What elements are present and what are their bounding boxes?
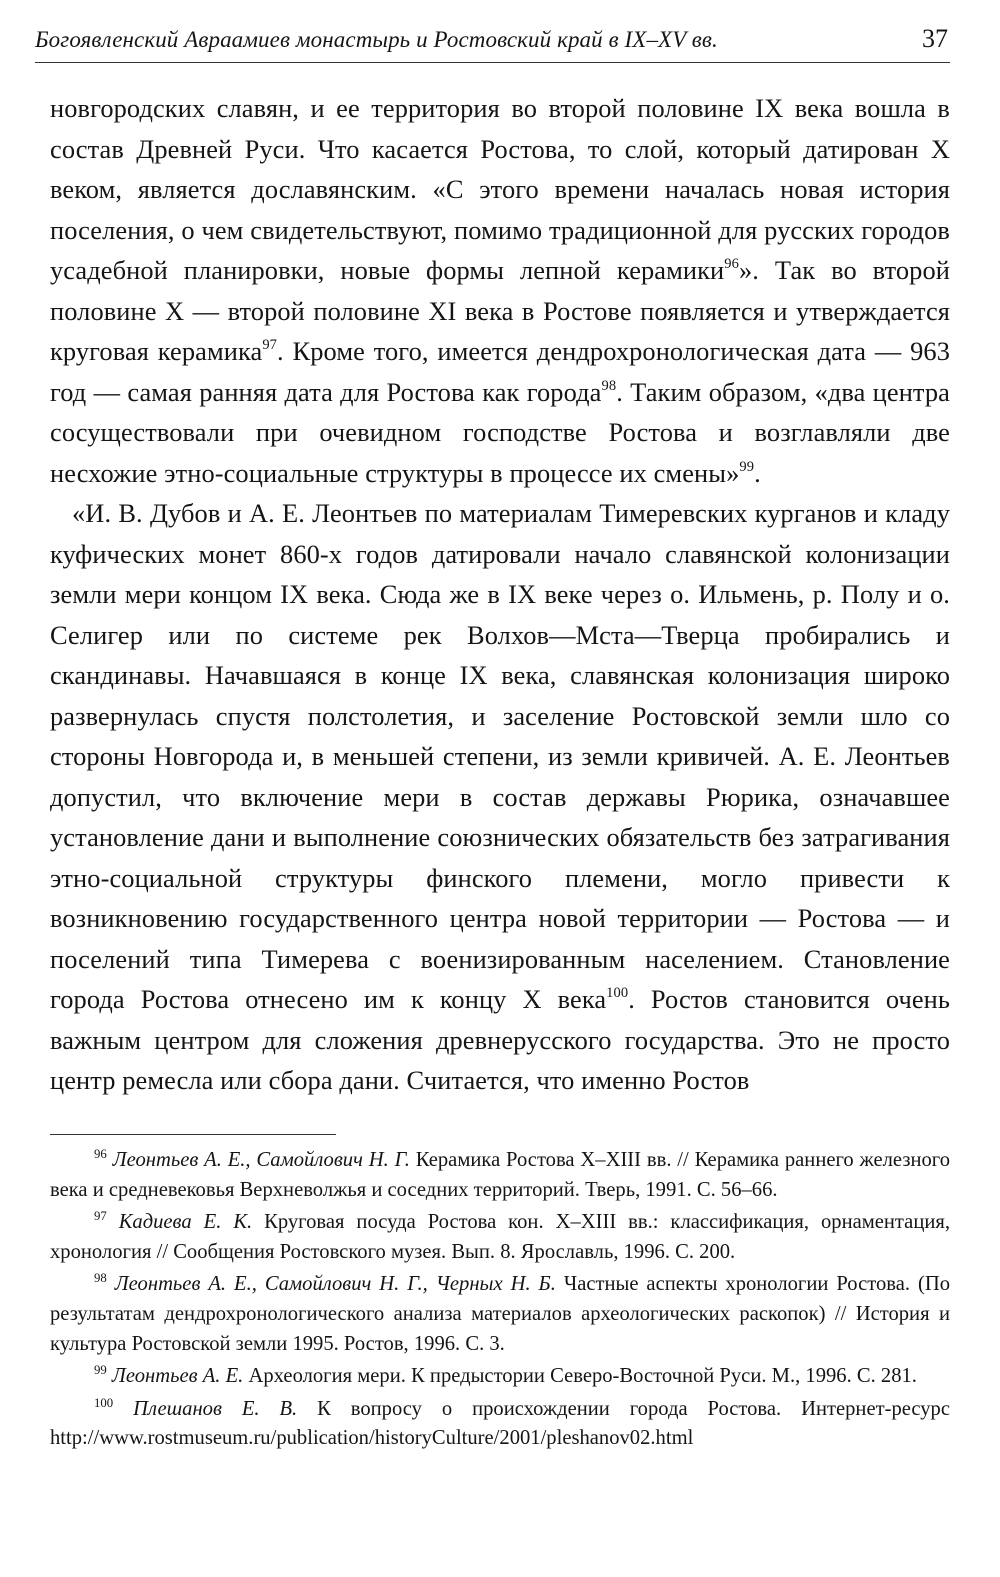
- footnote-ref-100: 100: [606, 985, 629, 1002]
- text-run: «И. В. Дубов и А. Е. Леонтьев по материалам Тимеревских курганов и кладу куфических монет 860-х годов датировали начало славянской колонизации земли мери концом IX века. Сюда же в IX веке через о. Ильмень, р. Полу и о. Селигер или по системе рек Волхов—Мста—Тверца пробирались и скандинавы. Начавшаяся в конце IX века, славянская колонизация широко развернулась спустя полстолетия, и заселение Ростовской земли шло со стороны Новгорода и, в меньшей степени, из земли кривичей. А. Е. Леонтьев допустил, что включение мери в состав державы Рюрика, означавшее установление дани и выполнение союзнических обязательств без затрагивания этно-социальной структуры финского племени, могло привести к возникновению государственного центра новой территории — Ростова — и поселений типа Тимерева с военизированным населением. Становление города Ростова отнесено им к концу X века: [50, 498, 950, 1014]
- footnote-text: Археология мери. К предыстории Северо-Восточной Руси. М., 1996. С. 281.: [243, 1365, 917, 1388]
- paragraph-1: [50, 88, 950, 493]
- footnote-number: 99: [94, 1363, 107, 1378]
- footnote-authors: Плешанов Е. В.: [133, 1397, 298, 1420]
- footnote-99: [50, 1362, 950, 1392]
- running-title: Богоявленский Авраамиев монастырь и Ростовский край в IX–XV вв.: [35, 27, 718, 52]
- text-run: . Таким образом, «два центра сосуществовали при очевидном господстве Ростова и возглавляли две несхожие этно-социальные структуры в процессе их смены»: [50, 376, 950, 488]
- footnote-ref-96: 96: [724, 256, 739, 273]
- footnote-url-link[interactable]: http://www.rostmuseum.ru/publication/historyCulture/2001/pleshanov02.html: [50, 1427, 694, 1450]
- text-run: . Кроме того, имеется дендрохронологическая дата — 963 год — самая ранняя дата для Ростова как города: [50, 336, 950, 407]
- text-run: новгородских славян, и ее территория во второй половине IX века вошла в состав Древней Руси. Что касается Ростова, то слой, который датирован X веком, является дославянским. «С этого времени началась новая история поселения, о чем свидетельствуют, помимо традиционной для русских городов усадебной планировки, новые формы лепной керамики: [50, 93, 950, 285]
- footnotes: [50, 1146, 950, 1457]
- footnote-ref-99: 99: [739, 458, 755, 475]
- footnote-text: Керамика Ростова X–XIII вв. // Керамика раннего железного века и средневековья Верхневолжья и соседних территорий. Тверь, 1991. С. 56–66.: [50, 1149, 951, 1201]
- text-run: .: [754, 457, 761, 488]
- footnote-number: 100: [94, 1395, 114, 1410]
- footnote-authors: Леонтьев А. Е., Самойлович Н. Г., Черных Н. Б.: [114, 1273, 556, 1296]
- footnote-100: [50, 1395, 950, 1454]
- footnote-authors: Леонтьев А. Е., Самойлович Н. Г.: [112, 1149, 410, 1171]
- text-run: . Ростов становится очень важным центром для сложения древнерусского государства. Это не просто центр ремесла или сбора дани. Считается, что именно Ростов: [50, 984, 950, 1095]
- footnote-98: [50, 1270, 950, 1359]
- running-header: [35, 22, 950, 63]
- footnote-authors: Кадиева Е. К.: [118, 1211, 253, 1234]
- footnote-text: Частные аспекты хронологии Ростова. (По результатам дендрохронологического анализа материалов археологических раскопок) // История и культура Ростовской земли 1995. Ростов, 1996. С. 3.: [50, 1273, 950, 1355]
- footnote-text: Круговая посуда Ростова кон. X–XIII вв.: классификация, орнаментация, хронология // Сообщения Ростовского музея. Вып. 8. Ярославль, 1996. С. 200.: [50, 1211, 950, 1263]
- page-number: 37: [922, 24, 948, 53]
- footnote-96: [50, 1146, 950, 1205]
- footnote-ref-98: 98: [601, 377, 617, 394]
- footnote-number: 96: [94, 1147, 107, 1162]
- footnote-separator: [50, 1134, 336, 1135]
- footnote-ref-97: 97: [262, 337, 278, 354]
- footnote-number: 97: [94, 1209, 107, 1224]
- text-run: ». Так во второй половине X — второй половине XI века в Ростове появляется и утверждается круговая керамика: [50, 255, 950, 366]
- paragraph-2: [50, 493, 950, 1101]
- footnote-text: К вопросу о происхождении города Ростова. Интернет-ресурс: [297, 1397, 950, 1420]
- footnote-number: 98: [94, 1271, 107, 1286]
- main-text: [50, 88, 950, 1101]
- footnote-authors: Леонтьев А. Е.: [111, 1365, 244, 1388]
- footnote-97: [50, 1208, 950, 1267]
